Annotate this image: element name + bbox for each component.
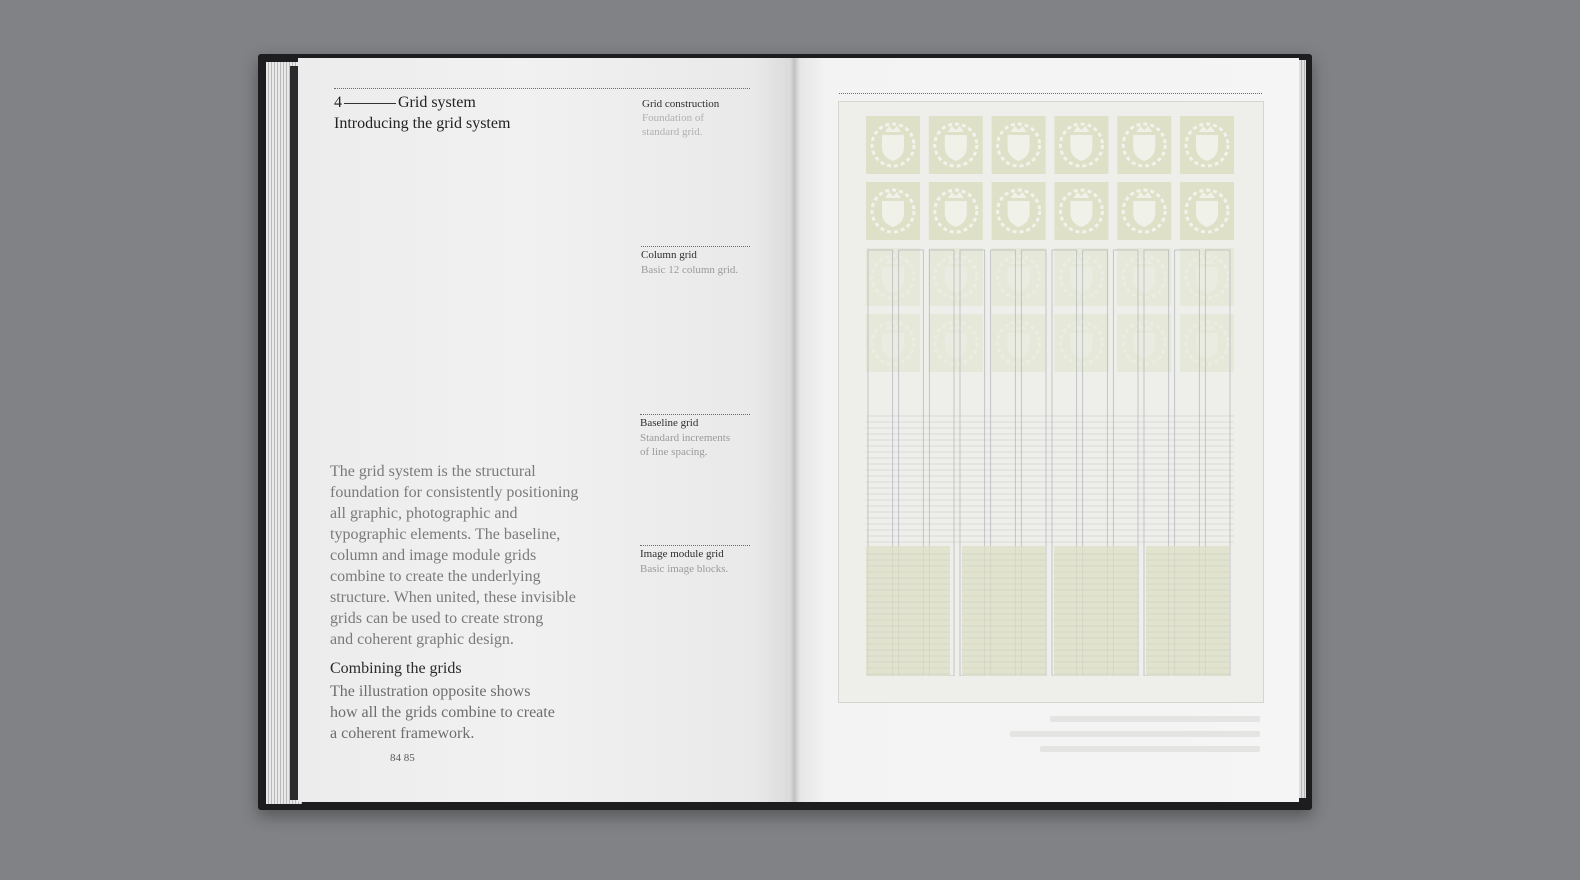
sidebar-rule-image-module-grid [640, 545, 750, 546]
image-module-block [866, 546, 950, 676]
top-rule [334, 88, 750, 89]
sidebar-desc-image-module-grid: Basic image blocks. [640, 563, 729, 575]
page-numbers: 84 85 [390, 752, 415, 764]
sidebar-title-column-grid: Column grid [641, 249, 697, 261]
sidebar-title-grid-construction: Grid construction [642, 98, 720, 110]
ghost-text-line [1010, 731, 1260, 737]
baseline-grid [866, 416, 1234, 542]
sidebar-desc-column-grid: Basic 12 column grid. [641, 264, 739, 276]
image-module-block [1054, 546, 1138, 676]
sidebar-title-image-module-grid: Image module grid [640, 548, 724, 560]
sidebar-title-baseline-grid: Baseline grid [640, 417, 699, 429]
grid-illustration [866, 116, 1234, 676]
ghost-text-line [1050, 716, 1260, 722]
sidebar-rule-baseline-grid [640, 414, 750, 415]
subheading: Combining the grids [330, 660, 462, 677]
image-module-block [962, 546, 1046, 676]
sidebar-desc-grid-construction: Foundation of standard grid. [642, 112, 705, 138]
emblem-tiles [866, 116, 1234, 372]
body-paragraph: The grid system is the structural foundation for consistently positioning all graphic, photographic and typographic elements. The baseline, column and image module grids combine to create the underlying structure. When united, these invisible grids can be used to create strong and coherent graphic design. [330, 463, 579, 648]
chapter-heading [334, 94, 476, 112]
sidebar-rule-column-grid [641, 246, 750, 247]
intro-title: Introducing the grid system [334, 115, 511, 132]
image-module-grid [866, 546, 1230, 676]
book-gutter [790, 58, 800, 802]
chapter-title: Grid system [398, 94, 476, 111]
binding-band [290, 66, 298, 800]
chapter-number: 4 [334, 94, 342, 111]
ghost-text-line [1040, 746, 1260, 752]
sidebar-desc-baseline-grid: Standard increments of line spacing. [640, 432, 731, 458]
image-module-block [1146, 546, 1230, 676]
chapter-dash [344, 103, 396, 104]
subheading-paragraph: The illustration opposite shows how all the grids combine to create a coherent framework. [330, 683, 555, 742]
right-top-rule [839, 93, 1262, 94]
